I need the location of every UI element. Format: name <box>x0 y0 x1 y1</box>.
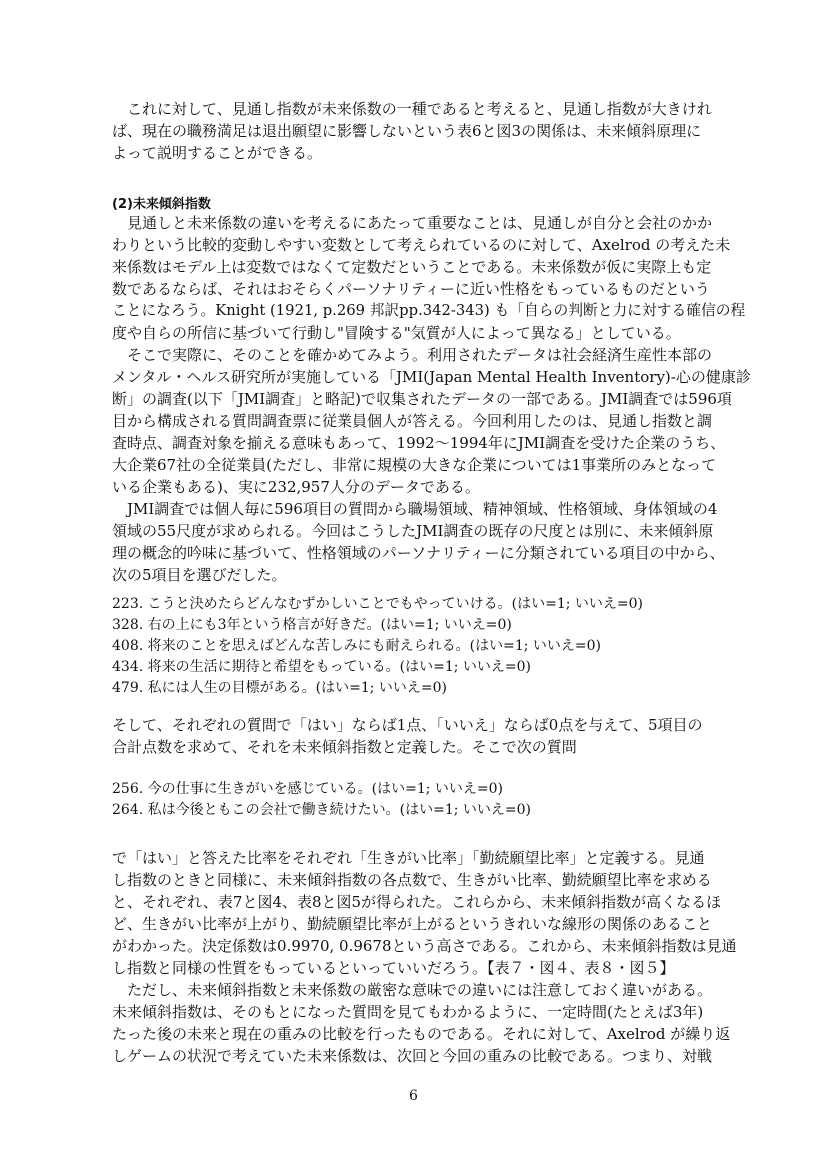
text-line: 度や自らの所信に基づいて行動し"冒険する"気質が人によって異なる」としている。 <box>112 324 681 342</box>
text-line: JMI調査では個人毎に596項目の質問から職場領域、精神領域、性格領域、身体領域の4 <box>127 500 718 518</box>
text-line: いる企業もある)、実に232,957人分のデータである。 <box>112 478 480 496</box>
question-item: 223. こうと決めたらどんなむずかしいことでもやっていける。(はい=1; いいえ=0) <box>112 596 643 612</box>
question-item: 434. 将来の生活に期待と希望をもっている。(はい=1; いいえ=0) <box>112 659 531 675</box>
text-line: 大企業67社の全従業員(ただし、非常に規模の大きな企業については1事業所のみとなって <box>112 456 717 474</box>
text-line: し指数のときと同様に、未来傾斜指数の各点数で、生きがい比率、勤続願望比率を求める <box>112 871 712 889</box>
text-line: これに対して、見通し指数が未来係数の一種であると考えると、見通し指数が大きけれ <box>127 100 712 118</box>
text-line: たった後の未来と現在の重みの比較を行ったものである。それに対して、Axelrod が繰り返 <box>112 1025 731 1043</box>
text-line: 次の5項目を選びだした。 <box>112 566 287 584</box>
question-item: 256. 今の仕事に生きがいを感じている。(はい=1; いいえ=0) <box>112 781 503 797</box>
question-item: 479. 私には人生の目標がある。(はい=1; いいえ=0) <box>112 680 447 696</box>
text-line: よって説明することができる。 <box>112 144 323 162</box>
page-number: 6 <box>409 1088 418 1104</box>
text-line: 目から構成される質問調査票に従業員個人が答える。今回利用したのは、見通し指数と調 <box>112 412 713 430</box>
question-item: 408. 将来のことを思えばどんな苦しみにも耐えられる。(はい=1; いいえ=0) <box>112 638 601 654</box>
text-line: 見通しと未来係数の違いを考えるにあたって重要なことは、見通しが自分と会社のかか <box>127 214 713 232</box>
paragraph-6 <box>112 847 752 979</box>
text-line: がわかった。決定係数は0.9970, 0.9678という高さである。これから、未来傾斜指数は見通 <box>112 937 737 955</box>
text-line: 未来傾斜指数は、そのもとになった質問を見てもわかるように、一定時間(たとえば3年) <box>112 1003 704 1021</box>
text-line: し指数と同様の性質をもっているといっていいだろう。【表７・図４、表８・図５】 <box>112 959 675 977</box>
text-line: と、それぞれ、表7と図4、表8と図5が得られた。これらから、未来傾斜指数が高くなるほ <box>112 893 722 911</box>
paragraph-5 <box>112 714 752 758</box>
question-item: 328. 右の上にも3年という格言が好きだ。(はい=1; いいえ=0) <box>112 617 512 633</box>
paragraph-2 <box>112 212 752 344</box>
paragraph-1 <box>112 98 752 164</box>
text-line: しゲームの状況で考えていた未来係数は、次回と今回の重みの比較である。つまり、対戦 <box>112 1047 713 1065</box>
text-line: 数であるならば、それはおそらくパーソナリティーに近い性格をもっているものだという <box>112 280 710 298</box>
text-line: ば、現在の職務満足は退出願望に影響しないという表6と図3の関係は、未来傾斜原理に <box>112 122 702 140</box>
paragraph-3 <box>112 344 752 498</box>
text-line: 領域の55尺度が求められる。今回はこうしたJMI調査の既存の尺度とは別に、未来傾斜原 <box>112 522 714 540</box>
text-line: わりという比較的変動しやすい変数として考えられているのに対して、Axelrod の考えた未 <box>112 236 731 254</box>
text-line: ただし、未来傾斜指数と未来係数の厳密な意味での違いには注意しておく違いがある。 <box>127 981 713 999</box>
question-list-2 <box>112 779 752 821</box>
paragraph-7 <box>112 979 752 1067</box>
text-line: ことになろう。Knight (1921, p.269 邦訳pp.342-343) も「自らの判断と力に対する確信の程 <box>112 302 746 319</box>
question-list-1 <box>112 594 752 699</box>
text-line: 来係数はモデル上は変数ではなくて定数だということである。未来係数が仮に実際上も定 <box>112 258 712 276</box>
paragraph-4 <box>112 498 752 586</box>
text-line: で「はい」と答えた比率をそれぞれ「生きがい比率」「勤続願望比率」と定義する。見通 <box>112 849 705 867</box>
text-line: 理の概念的吟味に基づいて、性格領域のパーソナリティーに分類されている項目の中から、 <box>112 544 725 562</box>
question-item: 264. 私は今後ともこの会社で働き続けたい。(はい=1; いいえ=0) <box>112 802 531 818</box>
text-line: 合計点数を求めて、それを未来傾斜指数と定義した。そこで次の質問 <box>112 738 577 756</box>
text-line: ど、生きがい比率が上がり、勤続願望比率が上がるというきれいな線形の関係のあること <box>112 915 713 933</box>
section-heading-text: (2)未来傾斜指数 <box>112 197 211 212</box>
text-line: メンタル・ヘルス研究所が実施している「JMI(Japan Mental Health Inventory)-心の健康診 <box>112 368 751 386</box>
text-line: 断」の調査(以下「JMI調査」と略記)で収集されたデータの一部である。JMI調査では596項 <box>112 390 732 408</box>
text-line: そして、それぞれの質問で「はい」ならば1点、「いいえ」ならば0点を与えて、5項目の <box>112 716 703 734</box>
text-line: 査時点、調査対象を揃える意味もあって、1992～1994年にJMI調査を受けた企業のうち、 <box>112 434 726 452</box>
text-line: そこで実際に、そのことを確かめてみよう。利用されたデータは社会経済生産性本部の <box>127 346 713 364</box>
